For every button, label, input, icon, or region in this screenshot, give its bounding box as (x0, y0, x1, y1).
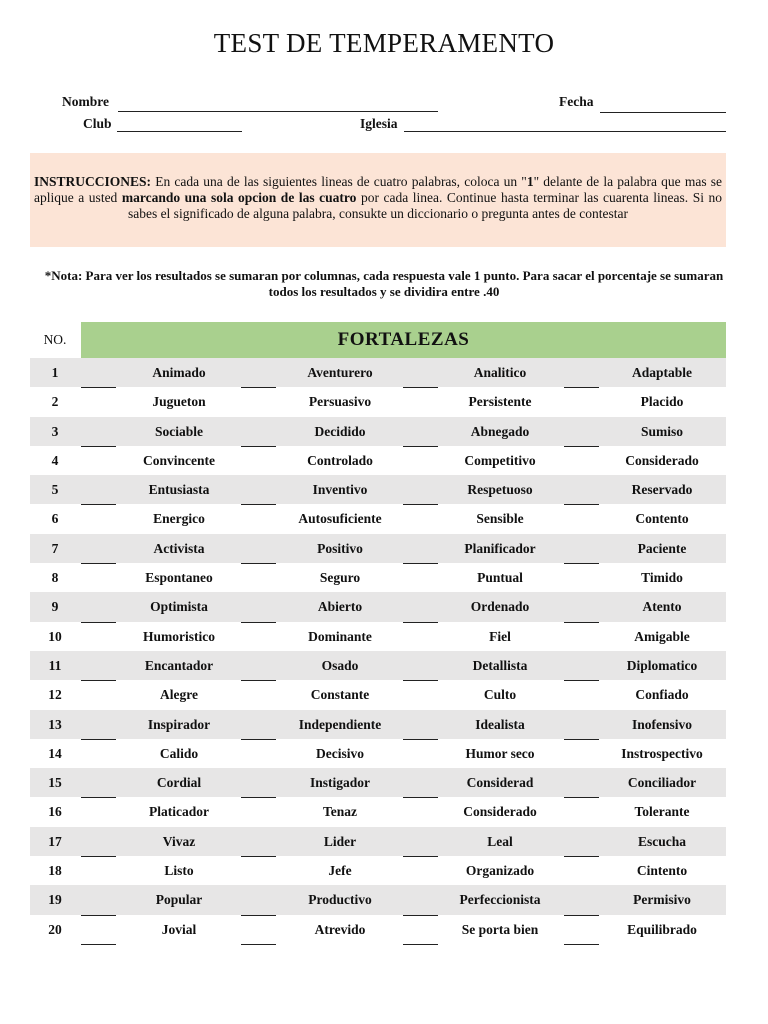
row-number: 3 (51, 423, 59, 439)
word-option: Permisivo (633, 892, 691, 908)
instructions-box (30, 153, 726, 247)
word-option: Atento (642, 599, 682, 615)
word-option: Energico (153, 511, 205, 527)
word-option: Decisivo (316, 745, 364, 761)
word-option: Organizado (465, 863, 535, 879)
word-option: Convincente (143, 452, 215, 468)
row-number: 8 (51, 570, 59, 586)
table-row (30, 592, 726, 621)
word-option: Equilibrado (627, 921, 697, 937)
row-number: 4 (51, 452, 59, 468)
word-option: Alegre (160, 687, 198, 703)
word-option: Decidido (314, 423, 366, 439)
answer-blank[interactable] (403, 944, 438, 945)
word-option: Planificador (464, 540, 536, 556)
instructions-one: 1 (526, 174, 534, 189)
instructions-text-2: " delante de la palabra que mas se aplique a usted (34, 174, 722, 205)
iglesia-label: Iglesia (360, 116, 398, 131)
word-option: Independiente (298, 716, 382, 732)
word-option: Persuasivo (308, 394, 372, 410)
word-option: Abierto (317, 599, 363, 615)
word-option: Cintento (636, 863, 688, 879)
table-row (30, 827, 726, 856)
row-number: 5 (51, 482, 59, 498)
word-option: Abnegado (470, 423, 530, 439)
row-number: 14 (48, 745, 62, 761)
word-option: Reservado (631, 482, 693, 498)
row-number: 2 (51, 394, 59, 410)
fecha-label: Fecha (559, 94, 594, 109)
word-option: Fiel (489, 628, 511, 644)
word-option: Paciente (637, 540, 687, 556)
word-option: Escucha (637, 833, 686, 849)
row-number: 1 (51, 365, 59, 380)
word-option: Dominante (308, 628, 372, 644)
table-row (30, 504, 726, 533)
table-row (30, 768, 726, 797)
table-row (30, 797, 726, 826)
word-option: Cordial (156, 775, 202, 791)
row-number: 6 (51, 511, 59, 527)
word-option: Adaptable (631, 365, 692, 380)
word-option: Culto (483, 687, 517, 703)
word-option: Considerado (625, 452, 699, 468)
table-row (30, 710, 726, 739)
answer-blank[interactable] (241, 944, 276, 945)
word-option: Calido (159, 745, 199, 761)
table-row (30, 856, 726, 885)
word-option: Detallista (472, 657, 528, 673)
word-option: Constante (310, 687, 370, 703)
table-row (30, 563, 726, 592)
row-number: 9 (51, 599, 59, 615)
word-option: Sensible (476, 511, 524, 527)
row-number: 10 (48, 628, 62, 644)
word-option: Leal (487, 833, 513, 849)
row-number: 18 (48, 863, 62, 879)
table-row (30, 680, 726, 709)
fecha-field[interactable] (600, 112, 726, 113)
word-option: Diplomatico (626, 657, 698, 673)
word-option: Tolerante (634, 804, 690, 820)
table-row (30, 885, 726, 914)
word-option: Activista (153, 540, 205, 556)
table-row (30, 534, 726, 563)
word-option: Humor seco (465, 745, 535, 761)
word-option: Aventurero (307, 365, 373, 380)
word-option: Jefe (328, 863, 352, 879)
row-number: 15 (48, 775, 62, 791)
row-number: 20 (48, 921, 62, 937)
club-field[interactable] (117, 131, 242, 132)
word-option: Conciliador (627, 775, 697, 791)
word-option: Sumiso (640, 423, 684, 439)
table-row (30, 387, 726, 416)
iglesia-field[interactable] (404, 131, 726, 132)
word-option: Puntual (477, 570, 523, 586)
word-option: Encantador (144, 657, 214, 673)
word-option: Inofensivo (631, 716, 692, 732)
page-title: TEST DE TEMPERAMENTO (213, 28, 555, 58)
word-option: Humoristico (143, 628, 215, 644)
results-note: *Nota: Para ver los resultados se sumaran por columnas, cada respuesta vale 1 punto. Para sacar el porcentaje se sumaran todos los resultados y se dividira entre .40 (44, 268, 724, 299)
word-option: Inventivo (312, 482, 368, 498)
word-option: Instrospectivo (621, 745, 703, 761)
word-option: Atrevido (314, 921, 366, 937)
table-row (30, 358, 726, 387)
word-option: Persistente (468, 394, 532, 410)
fortalezas-table (30, 358, 726, 944)
word-option: Animado (152, 365, 206, 380)
word-option: Productivo (308, 892, 372, 908)
word-option: Ordenado (470, 599, 530, 615)
instructions-label: INSTRUCCIONES: (34, 174, 152, 189)
word-option: Competitivo (464, 452, 536, 468)
fortalezas-header: FORTALEZAS (81, 322, 726, 358)
table-row (30, 651, 726, 680)
word-option: Listo (164, 863, 194, 879)
word-option: Controlado (307, 452, 373, 468)
word-option: Timido (641, 570, 683, 586)
row-number: 16 (48, 804, 62, 820)
word-option: Considerad (466, 775, 534, 791)
word-option: Optimista (150, 599, 208, 615)
word-option: Inspirador (147, 716, 211, 732)
word-option: Popular (155, 892, 203, 908)
table-row (30, 475, 726, 504)
word-option: Considerado (463, 804, 537, 820)
table-row (30, 739, 726, 768)
table-row (30, 417, 726, 446)
word-option: Osado (321, 657, 359, 673)
word-option: Se porta bien (461, 921, 539, 937)
word-option: Tenaz (322, 804, 357, 820)
row-number: 19 (48, 892, 62, 908)
word-option: Idealista (475, 716, 525, 732)
word-option: Analitico (473, 365, 527, 380)
word-option: Contento (635, 511, 689, 527)
word-option: Autosuficiente (298, 511, 382, 527)
answer-blank[interactable] (564, 944, 599, 945)
instructions-text-3: por cada linea. Continue hasta terminar las cuarenta lineas. Si no sabes el significado de alguna palabra, consukte un diccionario o pregunta antes de contestar (127, 190, 722, 221)
word-option: Sociable (154, 423, 203, 439)
table-row (30, 446, 726, 475)
table-row (30, 622, 726, 651)
word-option: Platicador (149, 804, 209, 820)
answer-blank[interactable] (81, 944, 116, 945)
club-label: Club (83, 116, 112, 131)
word-option: Instigador (309, 775, 370, 791)
word-option: Lider (323, 833, 357, 849)
row-number: 7 (51, 540, 59, 556)
nombre-label: Nombre (62, 94, 109, 109)
word-option: Respetuoso (467, 482, 533, 498)
row-number: 13 (48, 716, 62, 732)
word-option: Positivo (317, 540, 363, 556)
word-option: Entusiasta (148, 482, 210, 498)
word-option: Perfeccionista (459, 892, 541, 908)
row-number: 17 (48, 833, 62, 849)
instructions-text-1: En cada una de las siguientes lineas de cuatro palabras, coloca un " (151, 174, 527, 189)
table-row (30, 915, 726, 944)
word-option: Vivaz (162, 833, 196, 849)
word-option: Jovial (161, 921, 197, 937)
row-number: 11 (48, 657, 62, 673)
instructions-emphasis: marcando una sola opcion de las cuatro (121, 190, 357, 205)
word-option: Amigable (634, 628, 690, 644)
word-option: Placido (640, 394, 684, 410)
nombre-field[interactable] (118, 111, 438, 112)
word-option: Jugueton (152, 394, 206, 410)
no-column-header: NO. (43, 332, 67, 347)
word-option: Espontaneo (145, 570, 213, 586)
row-number: 12 (48, 687, 62, 703)
word-option: Confiado (635, 687, 689, 703)
word-option: Seguro (319, 570, 361, 586)
